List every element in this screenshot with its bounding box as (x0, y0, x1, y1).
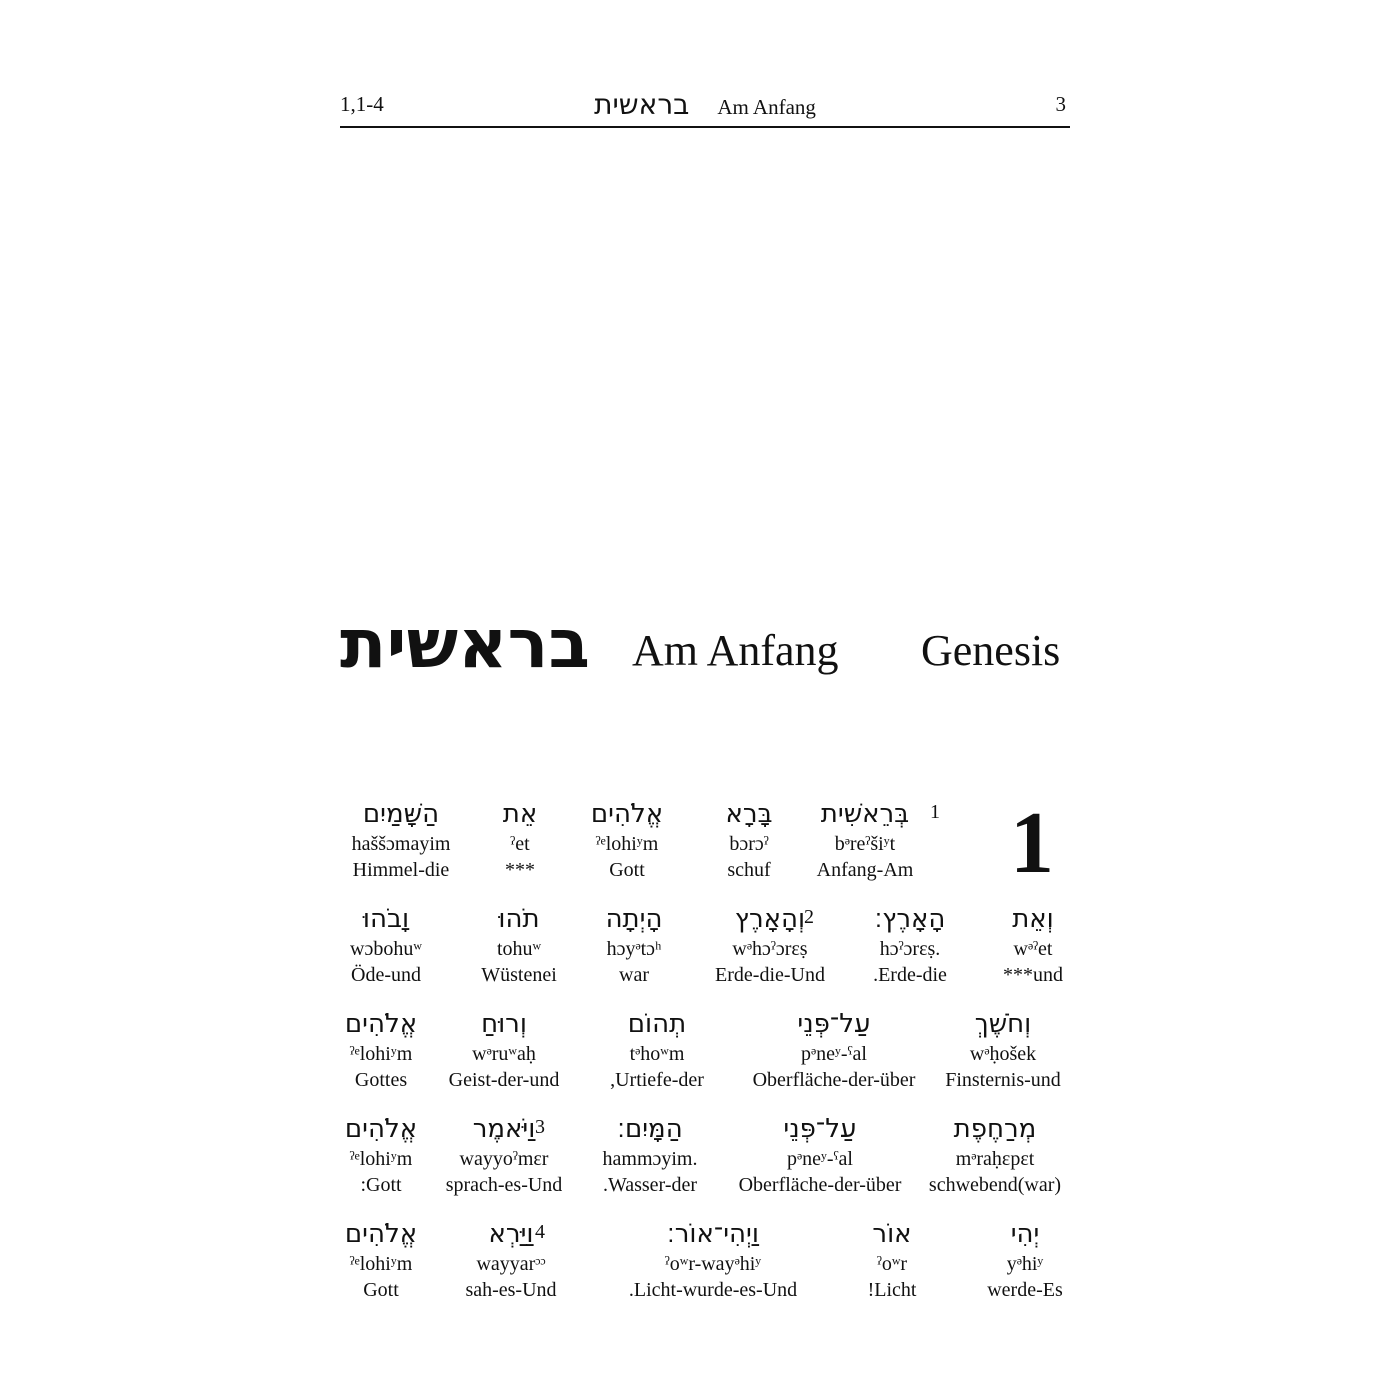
hebrew-word: וְחֹשֶׁךְ (974, 1009, 1032, 1039)
verse-number: 3 (535, 1116, 545, 1138)
german-gloss: Oberfläche-der-über (752, 1069, 916, 1091)
header-rule (340, 126, 1070, 128)
interlinear-line (0, 1217, 1400, 1312)
german-gloss: ***und (1003, 964, 1063, 986)
hebrew-word: אֵת (502, 799, 538, 829)
chapter-number: 1 (1010, 795, 1054, 892)
hebrew-word: יְהִי (1010, 1219, 1040, 1249)
interlinear-line (0, 797, 1400, 892)
interlinear-word (481, 902, 557, 988)
transliteration: ˀᵉlohiʸm (349, 1043, 413, 1065)
interlinear-word (603, 1112, 698, 1198)
german-gloss: war (619, 964, 649, 986)
interlinear-line (0, 1112, 1400, 1207)
german-gloss: .Erde-die (873, 964, 947, 986)
transliteration: ˀet (510, 833, 530, 855)
transliteration: tᵊhoʷm (629, 1043, 685, 1065)
german-gloss: :Gott (360, 1174, 402, 1196)
running-title-hebrew: בראשית (594, 88, 690, 121)
german-gloss: Öde-und (351, 964, 421, 986)
hebrew-word: וְהָאָרֶץ (734, 904, 806, 934)
german-gloss: sprach-es-Und (445, 1174, 563, 1196)
interlinear-word (725, 797, 772, 883)
transliteration: hɔyᵊtɔʰ (606, 938, 662, 960)
interlinear-word (606, 902, 663, 988)
interlinear-word (945, 1007, 1061, 1093)
german-gloss: Gott (609, 859, 645, 881)
hebrew-word: אֱלֹהִים (590, 799, 664, 829)
hebrew-word: עַל־פְּנֵי (797, 1009, 871, 1039)
interlinear-word (352, 797, 451, 883)
hebrew-word: וָבֹהוּ (362, 904, 410, 934)
transliteration: pᵊneʸ-ˁal (786, 1148, 853, 1170)
interlinear-word (873, 902, 947, 988)
interlinear-word (987, 1217, 1063, 1303)
transliteration: mᵊraḥɛpɛt (955, 1148, 1035, 1170)
interlinear-word (449, 1007, 560, 1093)
transliteration: wayyoˀmɛr (459, 1148, 549, 1170)
interlinear-word (1003, 902, 1063, 988)
interlinear-word (629, 1217, 797, 1303)
transliteration: ˀᵉlohiʸm (349, 1148, 413, 1170)
transliteration: wayyarᵓᵓ (476, 1253, 546, 1275)
book-title-latin: Genesis (921, 626, 1061, 675)
interlinear-line (0, 902, 1400, 997)
interlinear-word (868, 1217, 917, 1303)
interlinear-word (591, 797, 663, 883)
hebrew-word: אֱלֹהִים (344, 1219, 418, 1249)
page-number: 3 (1055, 92, 1066, 116)
page-header (340, 88, 1070, 128)
interlinear-word (929, 1112, 1061, 1198)
transliteration: ˀᵉlohiʸm (595, 833, 659, 855)
german-gloss: Wüstenei (481, 964, 557, 986)
german-gloss: sah-es-Und (465, 1279, 557, 1301)
running-title-german: Am Anfang (717, 95, 816, 119)
interlinear-word (350, 902, 422, 988)
interlinear-word (345, 1112, 417, 1198)
german-gloss: *** (505, 859, 535, 881)
interlinear-word (503, 797, 537, 883)
hebrew-word: הַשָּׁמַיִם (362, 799, 440, 829)
chapter-verse-reference: 1,1-4 (340, 92, 384, 116)
hebrew-word: עַל־פְּנֵי (783, 1114, 857, 1144)
german-gloss: Erde-die-Und (715, 964, 825, 986)
transliteration: ˀᵉlohiʸm (349, 1253, 413, 1275)
german-gloss: schuf (727, 859, 771, 881)
hebrew-word: אוֹר (872, 1219, 912, 1249)
interlinear-word (739, 1112, 902, 1198)
book-title-german: Am Anfang (632, 626, 839, 675)
interlinear-word (345, 1007, 417, 1093)
hebrew-word: בְּרֵאשִׁית (820, 799, 910, 829)
hebrew-word: הָאָרֶץ׃ (874, 904, 946, 934)
book-title-hebrew: בראשית (340, 605, 590, 684)
transliteration: yᵊhiʸ (1006, 1253, 1044, 1275)
interlinear-word (345, 1217, 417, 1303)
verse-number: 1 (930, 801, 940, 823)
german-gloss: .Licht-wurde-es-Und (628, 1279, 798, 1301)
transliteration: bᵊreˀšiʸt (834, 833, 896, 855)
hebrew-word: הַמָּיִם׃ (617, 1114, 683, 1144)
verse-number: 4 (535, 1221, 545, 1243)
hebrew-word: אֱלֹהִים (344, 1009, 418, 1039)
german-gloss: Oberfläche-der-über (738, 1174, 902, 1196)
transliteration: wᵊhɔˀɔrɛṣ (732, 938, 808, 960)
german-gloss: Anfang-Am (816, 859, 914, 881)
hebrew-word: וַיְהִי־אוֹר׃ (667, 1219, 759, 1249)
interlinear-line (0, 1007, 1400, 1102)
verse-number: 2 (804, 906, 814, 928)
running-title (340, 88, 1070, 121)
interlinear-word (715, 902, 825, 988)
interlinear-word (465, 1217, 556, 1303)
hebrew-word: אֱלֹהִים (344, 1114, 418, 1144)
german-gloss: Finsternis-und (945, 1069, 1061, 1091)
german-gloss: werde-Es (987, 1279, 1063, 1301)
transliteration: wᵊruʷaḥ (472, 1043, 536, 1065)
book-title (330, 605, 1070, 685)
german-gloss: !Licht (867, 1279, 917, 1301)
german-gloss: Geist-der-und (448, 1069, 560, 1091)
transliteration: haššɔmayim (351, 833, 451, 855)
transliteration: ˀoʷr-wayᵊhiʸ (664, 1253, 762, 1275)
hebrew-word: וַיֹּאמֶר (472, 1114, 536, 1144)
interlinear-word (753, 1007, 916, 1093)
german-gloss: schwebend(war) (928, 1174, 1062, 1196)
hebrew-word: בָּרָא (725, 799, 773, 829)
interlinear-word (610, 1007, 704, 1093)
german-gloss: Himmel-die (352, 859, 450, 881)
hebrew-word: תֹהוּ (498, 904, 540, 934)
transliteration: wᵊˀet (1013, 938, 1053, 960)
transliteration: bɔrɔˀ (729, 833, 769, 855)
hebrew-word: וַיַּרְא (488, 1219, 534, 1249)
interlinear-word (446, 1112, 563, 1198)
hebrew-word: וְרוּחַ (481, 1009, 527, 1039)
hebrew-word: הָיְתָה (605, 904, 663, 934)
transliteration: ˀoʷr (876, 1253, 908, 1275)
german-gloss: .Wasser-der (602, 1174, 698, 1196)
hebrew-word: מְרַחֶפֶת (953, 1114, 1037, 1144)
hebrew-word: וְאֵת (1012, 904, 1054, 934)
german-gloss: ,Urtiefe-der (610, 1069, 704, 1091)
german-gloss: Gott (363, 1279, 399, 1301)
transliteration: wᵊḥošek (969, 1043, 1037, 1065)
german-gloss: Gottes (354, 1069, 408, 1091)
transliteration: hammɔyim. (602, 1148, 698, 1170)
transliteration: hɔˀɔrɛṣ. (879, 938, 941, 960)
transliteration: wɔbohuʷ (350, 938, 422, 960)
interlinear-word (817, 797, 914, 883)
transliteration: tohuʷ (496, 938, 542, 960)
transliteration: pᵊneʸ-ˁal (800, 1043, 867, 1065)
hebrew-word: תְהוֹם (627, 1009, 687, 1039)
